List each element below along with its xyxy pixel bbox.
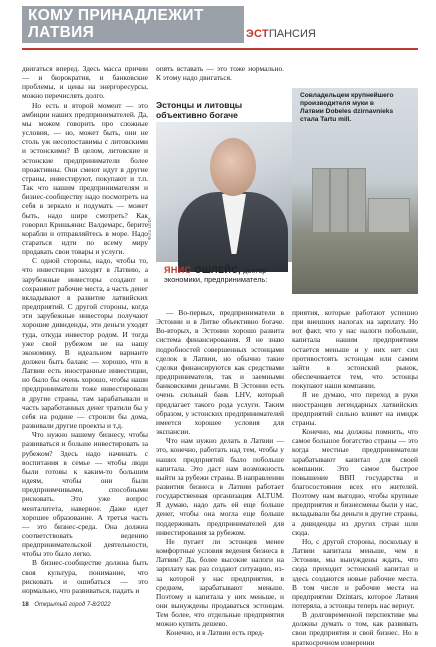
paragraph: Что нам нужно делать в Латвии — это, конечно, работать над тем, чтобы у наших предприятий было побольше капитала. Это даст нам возможность выйти за рубежи страны. В направлении развития бизнеса в Латвии работает государственная организация ALTUM. Я думаю, надо дать ей еще больше денег, чтобы она могла еще больше поддерживать предпринимателей для инвестирования за рубежом. [156, 436, 284, 537]
header-rule [22, 48, 418, 50]
photo-credit: Фото LETA [147, 217, 152, 240]
page-header [0, 0, 436, 56]
article-title: КОМУ ПРИНАДЛЕЖИТ ЛАТВИЯ [22, 6, 244, 43]
publication-name: Открытый город 7-8/2022 [34, 602, 111, 608]
author-last-name: ОШЛЕЙС, [194, 265, 242, 275]
paragraph: В долговременной перспективе мы должны думать о том, как развивать свои предприятия и свой бизнес. Но в краткосрочном измерении [292, 610, 418, 647]
author-portrait [156, 122, 292, 262]
section-label-bold: ЭСТ [246, 28, 269, 40]
sidebar-heading: Эстонцы и литовцы объективно богаче [156, 100, 243, 120]
paragraph: Но есть и второй момент — это амбиции наших предпринимателей. Да, мы можем говорить про сложные условия, — но, может быть, они не столь уж несопоставимы с литовскими и эстонскими? В целом, литовские и эстонские предприниматели более проактивны. Они смеют идут в другие страны, инвестируют, покупают и т.п. Так что нашим предпринимателям и бизнес-сообществу надо посмотреть на себя в зеркало и подумать — может быть, надо шире смотреть? Как говорил Кришьянис Валдемарс, берите корабли и отправляйтесь в море. Надо стараться идти по всему миру продавать свои товары и услуги. [22, 100, 148, 257]
paragraph: Конечно, мы должны помнить, что самое большое богатство страны — это когда местные предприниматели зарабатывают капитал для своей компании. Это самое быстрое повышение ВВП государства и благосостояния всех его жителей. Поэтому нам выгодно, чтобы крупные предприятия и бизнесмены были у нас, вкладывали бы деньги в другие страны, а дивиденды из других стран шли сюда. [292, 427, 418, 537]
paragraph: Что нужно нашему бизнесу, чтобы развиваться и больше инвестировать за рубежом? Здесь надо начинать с воспитания в семье — чтобы люди были готовы к каким-то большим идеям, чтобы они были предприимчивыми, способными рисковать. Это уже вопрос менталитета, наверное. Даже идет хорошее образование. А третья часть — это бизнес-среда. Она должна соответствовать ведению предпринимательской деятельности, чтобы это было легко. [22, 430, 148, 559]
column-2-top [156, 64, 284, 92]
paragraph: Конечно, и в Латвии есть пред- [166, 628, 265, 638]
paragraph: приятия, которые работают успешно при внешних налогах на зарплату. Но вот факт, что у нас налоги побольше, капитала нашим предприятиям остается меньше и у них нет сил противостоять эстонцам или самим зайти в эстонский рынок, обеспечивается тем, что эстонцы покупают наши компании. [292, 308, 418, 391]
paragraph: С одной стороны, надо, чтобы то, что инвестиции заходят в Латвию, а зарубежные инвесторы создают и сохраняют рабочие места, а часть денег вкладывают в развитие латвийских предприятий. С другой стороны, когда эти зарубежные инвесторы получают хорошие дивиденды, эти деньги уходят туда, откуда инвестор родом. И тогда уже свой рубежом не на нашу экономику. В идеальном варианте должен быть баланс — хорошо, что в Латвии есть иностранные инвестиции, но было бы очень хорошо, чтобы наши предприниматели тоже инвестировали в другие страны, там зарабатывали и часть заработанных денег тратили бы у себя на родине — строили бы дома, развивали другие проекты и т.д. [22, 256, 148, 431]
paragraph: опять вставать — это тоже нормально. К этому надо двигаться. [156, 64, 284, 83]
paragraph: Не пугает ли эстонцев менее комфортные условия ведения бизнеса в Латвии? Да, более высокие налоги на зарплату как раз создают ситуацию, из-за которой у нас предприятия, в среднем, зарабатывают меньше. Поэтому и капитала у них меньше, и они вынуждены продаваться эстонцам. Тем более, что отдельные предприятия можно купить дешево. [156, 536, 284, 629]
column-3 [292, 308, 418, 647]
paragraph: В бизнес-сообществе должна быть своя культура, понимание, что рисковать и ошибаться — это нормально, что развиваться, падать и [22, 558, 148, 595]
author-title: доктор экономики, предприниматель: [164, 266, 268, 284]
paragraph: двигаться вперед. Здесь масса причин — и бюрократия, и банковские проблемы, и цены на энергоресурсы, можно перечислять долго. [22, 64, 148, 101]
page-number: 18 [22, 602, 29, 608]
column-2 [156, 308, 284, 638]
section-label-rest: ПАНСИЯ [268, 28, 316, 40]
paragraph: Я не думаю, что переход в руки иностранцев легендарных латвийских предприятий сильно влияет на имидж страны. [292, 390, 418, 427]
section-label [246, 28, 316, 40]
author-byline [164, 266, 288, 284]
paragraph: Но, с другой стороны, поскольку в Латвии капитала меньше, чем в Эстонии, мы вынуждены ждать, что сюда приходит эстонский капитал и здесь создаются новые рабочие места. В том числе и рабочие места на предприятии Dzintars, которое Латвия потеряла, а эстонцы теперь нас вернут. [292, 536, 418, 610]
column-1 [22, 64, 148, 594]
page-footer [22, 602, 111, 608]
author-first-name: ЯНИС [164, 265, 192, 275]
paragraph: — Во-первых, предприниматели в Эстонии и в Литве объективно богаче. Во-вторых, в Эстонии хорошо развита система финансирования. Я не знаю подробностей совершенных эстонцами сделок в Латвии, но обычно такие сделки финансируются как средствами предпринимателя, так и заемными банковскими деньгами. В Эстонии есть очень сильный банк LHV, который предлагает такого рода услуги. Таким образом, у эстонских предпринимателей имеется хорошее условия для экспансии. [156, 308, 284, 437]
factory-caption: Совладельцем крупнейшего производителя муки в Латвии Dobeles dzirnavnieks стала Tartu mill. [300, 92, 394, 123]
